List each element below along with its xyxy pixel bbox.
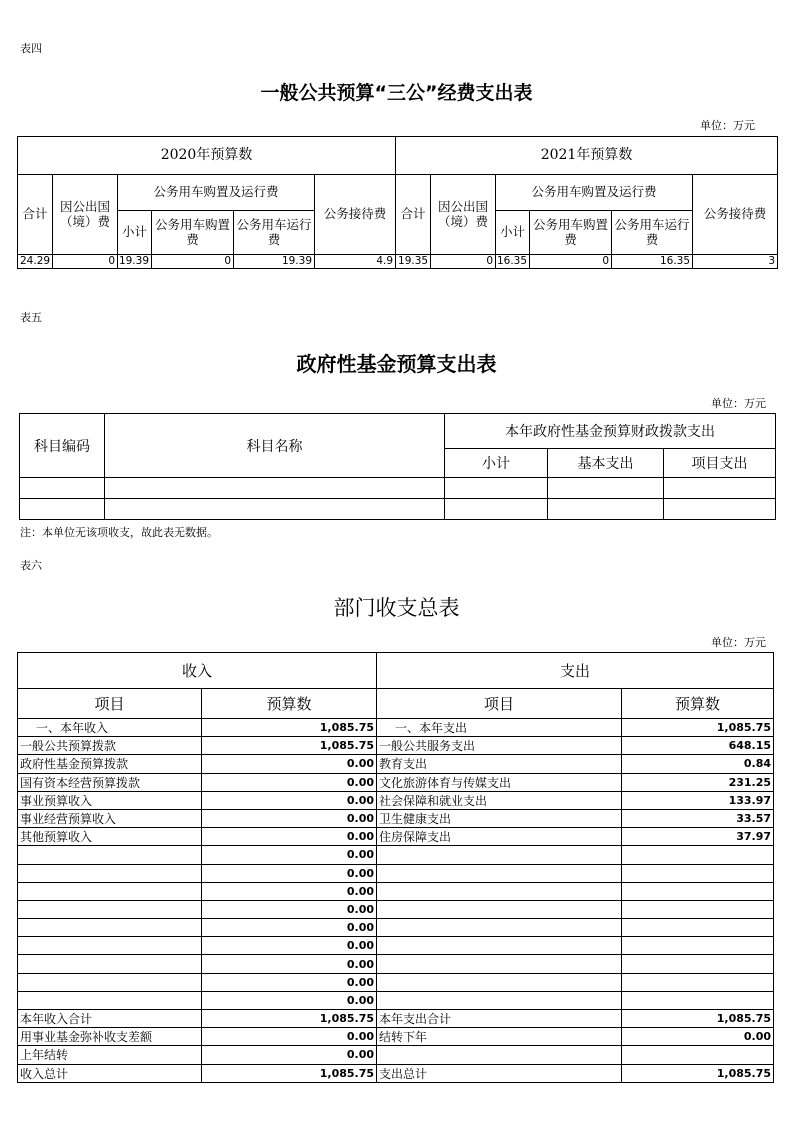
table-row	[18, 864, 774, 882]
table4-data-row	[18, 255, 778, 269]
expense-budget-header: 预算数	[622, 689, 774, 719]
expense-amount: 0.84	[622, 755, 774, 773]
expense-amount	[622, 1046, 774, 1064]
table5-note: 注：本单位无该项收支，故此表无数据。	[20, 526, 218, 539]
income-amount: 1,085.75	[202, 737, 377, 755]
header-subtotal: 小计	[445, 449, 548, 478]
income-amount: 0.00	[202, 809, 377, 827]
income-amount: 0.00	[202, 773, 377, 791]
table-row	[18, 1064, 774, 1082]
expense-item	[377, 864, 622, 882]
income-item: 上年结转	[18, 1046, 202, 1064]
income-amount: 0.00	[202, 973, 377, 991]
income-amount: 0.00	[202, 1028, 377, 1046]
table5-title: 政府性基金预算支出表	[296, 352, 497, 376]
expense-amount: 231.25	[622, 773, 774, 791]
income-item: 事业经营预算收入	[18, 809, 202, 827]
table6-body	[18, 719, 774, 1083]
expense-item: 社会保障和就业支出	[377, 791, 622, 809]
income-amount: 0.00	[202, 919, 377, 937]
expense-item: 支出总计	[377, 1064, 622, 1082]
value-cell: 19.39	[234, 255, 315, 269]
table-row	[18, 973, 774, 991]
table-row	[18, 955, 774, 973]
income-amount: 0.00	[202, 882, 377, 900]
table4-unit: 单位：万元	[700, 119, 755, 132]
header-total-2020: 合计	[18, 175, 53, 255]
expense-item	[377, 955, 622, 973]
table-row	[18, 755, 774, 773]
value-cell: 0	[152, 255, 234, 269]
table-row	[18, 1028, 774, 1046]
expense-amount: 648.15	[622, 737, 774, 755]
table-row	[18, 773, 774, 791]
expense-header: 支出	[377, 653, 774, 689]
income-item: 其他预算收入	[18, 828, 202, 846]
income-item	[18, 991, 202, 1009]
income-item: 一般公共预算拨款	[18, 737, 202, 755]
value-cell: 0	[53, 255, 118, 269]
income-budget-header: 预算数	[202, 689, 377, 719]
value-cell: 19.39	[118, 255, 152, 269]
income-amount: 0.00	[202, 937, 377, 955]
header-project: 项目支出	[664, 449, 776, 478]
value-cell: 16.35	[612, 255, 693, 269]
income-item	[18, 937, 202, 955]
expense-item	[377, 1046, 622, 1064]
header-reception-2020: 公务接待费	[315, 175, 396, 255]
income-item	[18, 882, 202, 900]
expense-amount	[622, 973, 774, 991]
table6-unit: 单位：万元	[711, 636, 766, 649]
expense-item: 一般公共服务支出	[377, 737, 622, 755]
table5-tag: 表五	[20, 311, 42, 324]
expense-amount	[622, 991, 774, 1009]
header-purchase-2021: 公务用车购置费	[530, 211, 612, 255]
expense-item	[377, 973, 622, 991]
expense-amount: 0.00	[622, 1028, 774, 1046]
table-row	[18, 719, 774, 737]
table-row	[20, 478, 776, 499]
table-row	[18, 1046, 774, 1064]
table-row	[18, 791, 774, 809]
expense-item: 教育支出	[377, 755, 622, 773]
table6-tag: 表六	[20, 559, 42, 572]
three-public-expenses-table	[17, 136, 778, 269]
income-item: 政府性基金预算拨款	[18, 755, 202, 773]
value-cell: 0	[530, 255, 612, 269]
income-amount: 0.00	[202, 791, 377, 809]
income-item: 本年收入合计	[18, 1010, 202, 1028]
value-cell: 3	[693, 255, 778, 269]
value-cell: 24.29	[18, 255, 53, 269]
income-header: 收入	[18, 653, 377, 689]
income-item	[18, 900, 202, 918]
income-amount: 0.00	[202, 955, 377, 973]
expense-amount	[622, 919, 774, 937]
expense-amount: 1,085.75	[622, 1010, 774, 1028]
header-name: 科目名称	[105, 414, 445, 478]
expense-item: 本年支出合计	[377, 1010, 622, 1028]
dept-income-expense-table	[17, 652, 774, 1083]
expense-item: 住房保障支出	[377, 828, 622, 846]
gov-fund-budget-table	[19, 413, 776, 520]
header-operation-2021: 公务用车运行费	[612, 211, 693, 255]
header-total-2021: 合计	[396, 175, 431, 255]
income-item	[18, 973, 202, 991]
expense-amount	[622, 864, 774, 882]
expense-amount	[622, 846, 774, 864]
income-item: 国有资本经营预算拨款	[18, 773, 202, 791]
expense-item	[377, 882, 622, 900]
table-row	[18, 737, 774, 755]
value-cell: 4.9	[315, 255, 396, 269]
income-amount: 1,085.75	[202, 719, 377, 737]
income-item	[18, 955, 202, 973]
table6-title: 部门收支总表	[333, 596, 460, 620]
income-item-header: 项目	[18, 689, 202, 719]
table-row	[18, 919, 774, 937]
expense-item	[377, 937, 622, 955]
header-vehicle-2020: 公务用车购置及运行费	[118, 175, 315, 211]
expense-item: 结转下年	[377, 1028, 622, 1046]
expense-item	[377, 991, 622, 1009]
table-row	[20, 499, 776, 520]
income-amount: 1,085.75	[202, 1064, 377, 1082]
income-amount: 0.00	[202, 1046, 377, 1064]
income-item	[18, 864, 202, 882]
table4-tag: 表四	[20, 42, 42, 55]
expense-item: 文化旅游体育与传媒支出	[377, 773, 622, 791]
expense-amount	[622, 900, 774, 918]
income-item: 一、本年收入	[18, 719, 202, 737]
table5-unit: 单位：万元	[711, 397, 766, 410]
header-operation-2020: 公务用车运行费	[234, 211, 315, 255]
income-amount: 0.00	[202, 864, 377, 882]
expense-amount: 1,085.75	[622, 719, 774, 737]
expense-item	[377, 846, 622, 864]
table-row	[18, 828, 774, 846]
expense-item	[377, 900, 622, 918]
header-abroad-2020: 因公出国（境）费	[53, 175, 118, 255]
value-cell: 16.35	[496, 255, 530, 269]
expense-amount: 1,085.75	[622, 1064, 774, 1082]
income-amount: 0.00	[202, 755, 377, 773]
expense-amount: 133.97	[622, 791, 774, 809]
expense-item-header: 项目	[377, 689, 622, 719]
income-item	[18, 919, 202, 937]
header-vehicle-2021: 公务用车购置及运行费	[496, 175, 693, 211]
expense-amount	[622, 882, 774, 900]
expense-amount: 33.57	[622, 809, 774, 827]
income-amount: 0.00	[202, 991, 377, 1009]
header-fund-expense: 本年政府性基金预算财政拨款支出	[445, 414, 776, 449]
table-row	[18, 1010, 774, 1028]
header-subtotal-2021: 小计	[496, 211, 530, 255]
income-item: 用事业基金弥补收支差额	[18, 1028, 202, 1046]
table-row	[18, 991, 774, 1009]
header-abroad-2021: 因公出国（境）费	[431, 175, 496, 255]
header-purchase-2020: 公务用车购置费	[152, 211, 234, 255]
expense-item: 一、本年支出	[377, 719, 622, 737]
table-row	[18, 846, 774, 864]
income-amount: 0.00	[202, 828, 377, 846]
expense-amount	[622, 937, 774, 955]
value-cell: 19.35	[396, 255, 431, 269]
table-row	[18, 900, 774, 918]
income-item: 事业预算收入	[18, 791, 202, 809]
expense-item: 卫生健康支出	[377, 809, 622, 827]
header-subtotal-2020: 小计	[118, 211, 152, 255]
value-cell: 0	[431, 255, 496, 269]
year-2021-header: 2021年预算数	[396, 137, 778, 175]
expense-amount: 37.97	[622, 828, 774, 846]
header-basic: 基本支出	[548, 449, 664, 478]
income-amount: 0.00	[202, 900, 377, 918]
table-row	[18, 937, 774, 955]
income-amount: 0.00	[202, 846, 377, 864]
income-amount: 1,085.75	[202, 1010, 377, 1028]
expense-item	[377, 919, 622, 937]
income-item	[18, 846, 202, 864]
table-row	[18, 809, 774, 827]
header-code: 科目编码	[20, 414, 105, 478]
table4-title: 一般公共预算“三公”经费支出表	[260, 82, 533, 104]
header-reception-2021: 公务接待费	[693, 175, 778, 255]
expense-amount	[622, 955, 774, 973]
income-item: 收入总计	[18, 1064, 202, 1082]
table-row	[18, 882, 774, 900]
year-2020-header: 2020年预算数	[18, 137, 396, 175]
